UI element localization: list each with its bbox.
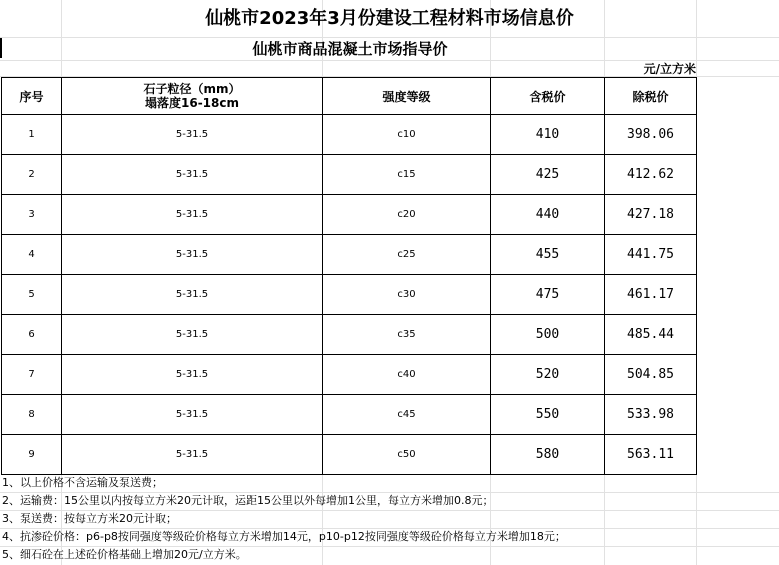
table-header-row — [2, 78, 697, 115]
cell-strength-grade[interactable]: c10 — [323, 115, 491, 155]
cell-aggregate-size[interactable]: 5-31.5 — [62, 355, 323, 395]
cell-strength-grade[interactable]: c20 — [323, 195, 491, 235]
cell-index[interactable]: 5 — [2, 275, 62, 315]
cell-strength-grade[interactable]: c50 — [323, 435, 491, 475]
cell-index[interactable]: 8 — [2, 395, 62, 435]
header-size-line1: 石子粒径（mm） — [143, 82, 241, 96]
header-strength-grade[interactable]: 强度等级 — [323, 78, 491, 115]
table-row — [2, 235, 697, 275]
cell-tax-included-price[interactable]: 475 — [491, 275, 605, 315]
unit-label: 元/立方米 — [643, 62, 696, 76]
header-size-line2: 塌落度16-18cm — [145, 96, 239, 110]
cell-aggregate-size[interactable]: 5-31.5 — [62, 435, 323, 475]
cell-aggregate-size[interactable]: 5-31.5 — [62, 275, 323, 315]
cell-tax-included-price[interactable]: 455 — [491, 235, 605, 275]
cell-index[interactable]: 7 — [2, 355, 62, 395]
note-pumping-fee[interactable]: 3、泵送费：按每立方米20元计取； — [2, 512, 177, 525]
cell-tax-included-price[interactable]: 580 — [491, 435, 605, 475]
table-row — [2, 115, 697, 155]
cell-aggregate-size[interactable]: 5-31.5 — [62, 235, 323, 275]
cell-tax-included-price[interactable]: 440 — [491, 195, 605, 235]
cell-tax-excluded-price[interactable]: 441.75 — [605, 235, 697, 275]
cell-tax-excluded-price[interactable]: 563.11 — [605, 435, 697, 475]
cell-index[interactable]: 9 — [2, 435, 62, 475]
cell-aggregate-size[interactable]: 5-31.5 — [62, 395, 323, 435]
cell-index[interactable]: 3 — [2, 195, 62, 235]
table-row — [2, 315, 697, 355]
cell-tax-included-price[interactable]: 550 — [491, 395, 605, 435]
cell-tax-excluded-price[interactable]: 427.18 — [605, 195, 697, 235]
note-transport-fee[interactable]: 2、运输费：15公里以内按每立方米20元计取，运距15公里以外每增加1公里，每立方米增加0.8元； — [2, 494, 494, 507]
page-title: 仙桃市2023年3月份建设工程材料市场信息价 — [205, 8, 574, 29]
cell-aggregate-size[interactable]: 5-31.5 — [62, 195, 323, 235]
table-row — [2, 435, 697, 475]
header-index[interactable]: 序号 — [2, 78, 62, 115]
cell-tax-included-price[interactable]: 500 — [491, 315, 605, 355]
note-transport-exclusion[interactable]: 1、以上价格不含运输及泵送费； — [2, 476, 163, 489]
cell-tax-excluded-price[interactable]: 398.06 — [605, 115, 697, 155]
cell-strength-grade[interactable]: c45 — [323, 395, 491, 435]
header-tax-excluded-price[interactable]: 除税价 — [605, 78, 697, 115]
cell-tax-excluded-price[interactable]: 412.62 — [605, 155, 697, 195]
cell-strength-grade[interactable]: c15 — [323, 155, 491, 195]
cell-tax-included-price[interactable]: 410 — [491, 115, 605, 155]
table-row — [2, 155, 697, 195]
cell-tax-excluded-price[interactable]: 504.85 — [605, 355, 697, 395]
note-impermeable-concrete[interactable]: 4、抗渗砼价格：p6-p8按同强度等级砼价格每立方米增加14元，p10-p12按同强度等级砼价格每立方米增加18元； — [2, 530, 566, 543]
cell-index[interactable]: 4 — [2, 235, 62, 275]
cell-strength-grade[interactable]: c30 — [323, 275, 491, 315]
cell-tax-included-price[interactable]: 425 — [491, 155, 605, 195]
table-row — [2, 395, 697, 435]
cell-strength-grade[interactable]: c25 — [323, 235, 491, 275]
cell-tax-excluded-price[interactable]: 485.44 — [605, 315, 697, 355]
header-tax-included-price[interactable]: 含税价 — [491, 78, 605, 115]
table-subtitle: 仙桃市商品混凝土市场指导价 — [252, 40, 448, 58]
cell-aggregate-size[interactable]: 5-31.5 — [62, 315, 323, 355]
notes-section — [2, 474, 777, 564]
cell-index[interactable]: 2 — [2, 155, 62, 195]
table-row — [2, 275, 697, 315]
cell-tax-excluded-price[interactable]: 461.17 — [605, 275, 697, 315]
cell-aggregate-size[interactable]: 5-31.5 — [62, 155, 323, 195]
cell-tax-excluded-price[interactable]: 533.98 — [605, 395, 697, 435]
price-table — [1, 77, 697, 475]
cell-index[interactable]: 1 — [2, 115, 62, 155]
cell-strength-grade[interactable]: c40 — [323, 355, 491, 395]
cell-index[interactable]: 6 — [2, 315, 62, 355]
note-fine-aggregate-concrete[interactable]: 5、细石砼在上述砼价格基础上增加20元/立方米。 — [2, 548, 247, 561]
cell-tax-included-price[interactable]: 520 — [491, 355, 605, 395]
cell-aggregate-size[interactable]: 5-31.5 — [62, 115, 323, 155]
cell-strength-grade[interactable]: c35 — [323, 315, 491, 355]
table-row — [2, 355, 697, 395]
table-row — [2, 195, 697, 235]
header-aggregate-size[interactable] — [62, 78, 323, 115]
